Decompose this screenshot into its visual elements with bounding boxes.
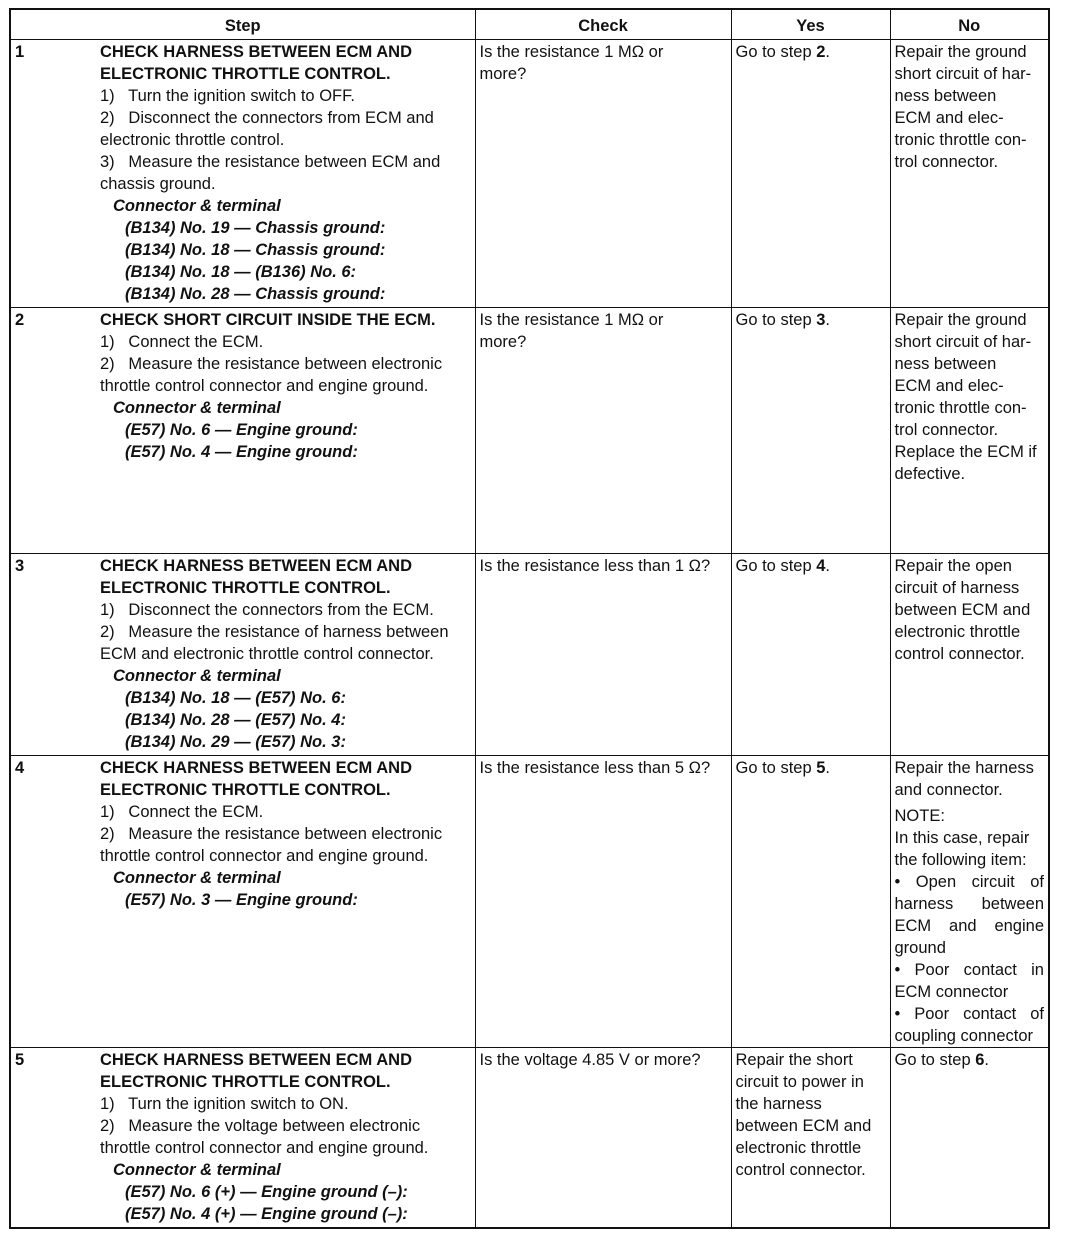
yes-suffix: . bbox=[825, 759, 830, 777]
step-number: 4 bbox=[15, 759, 25, 777]
check-text: Is the resistance less than 1 Ω? bbox=[479, 557, 711, 575]
no-text: ECM and elec- bbox=[894, 109, 1004, 127]
yes-text: the harness bbox=[735, 1095, 822, 1113]
table-row bbox=[10, 40, 1049, 308]
check-text: Is the resistance 1 MΩ or bbox=[479, 311, 664, 329]
yes-text: Go to step bbox=[735, 311, 817, 329]
terminal-spec: (B134) No. 18 — (E57) No. 6: bbox=[125, 689, 346, 707]
yes-cell bbox=[731, 308, 890, 554]
instruction-line: 1) Turn the ignition switch to OFF. bbox=[100, 87, 355, 105]
connector-terminal-label: Connector & terminal bbox=[113, 869, 281, 887]
instruction-line: 2) Measure the resistance of harness between bbox=[100, 623, 449, 641]
no-text: Repair the open bbox=[894, 557, 1012, 575]
check-text: Is the resistance less than 5 Ω? bbox=[479, 759, 711, 777]
no-text: ness between bbox=[894, 87, 997, 105]
yes-step-link: 5 bbox=[816, 759, 826, 777]
step-cell bbox=[10, 1048, 475, 1228]
header-yes: Yes bbox=[731, 9, 890, 40]
yes-cell bbox=[731, 40, 890, 308]
step-title: ELECTRONIC THROTTLE CONTROL. bbox=[100, 65, 391, 83]
step-title: ELECTRONIC THROTTLE CONTROL. bbox=[100, 579, 391, 597]
terminal-spec: (E57) No. 3 — Engine ground: bbox=[125, 891, 358, 909]
no-cell bbox=[890, 756, 1049, 1048]
header-no: No bbox=[890, 9, 1049, 40]
no-text: ECM and elec- bbox=[894, 377, 1004, 395]
no-text: Go to step bbox=[894, 1051, 976, 1069]
instruction-line: 1) Turn the ignition switch to ON. bbox=[100, 1095, 349, 1113]
note-label: NOTE: bbox=[894, 807, 945, 825]
instruction-line: throttle control connector and engine ground. bbox=[100, 847, 429, 865]
bullet-item: • Open circuit of harness between ECM and engine ground bbox=[894, 873, 1044, 957]
check-cell bbox=[475, 756, 731, 1048]
terminal-spec: (E57) No. 6 — Engine ground: bbox=[125, 421, 358, 439]
instruction-line: throttle control connector and engine ground. bbox=[100, 1139, 429, 1157]
check-cell bbox=[475, 40, 731, 308]
bullet-item: • Poor contact in ECM connector bbox=[894, 961, 1044, 1001]
instruction-line: 2) Measure the voltage between electronic bbox=[100, 1117, 421, 1135]
instruction-line: 1) Connect the ECM. bbox=[100, 333, 264, 351]
no-text: short circuit of har- bbox=[894, 65, 1032, 83]
table-row bbox=[10, 308, 1049, 554]
yes-step-link: 3 bbox=[816, 311, 826, 329]
no-text: and connector. bbox=[894, 781, 1003, 799]
yes-cell bbox=[731, 554, 890, 756]
instruction-line: ECM and electronic throttle control connector. bbox=[100, 645, 434, 663]
connector-terminal-label: Connector & terminal bbox=[113, 399, 281, 417]
terminal-spec: (B134) No. 18 — (B136) No. 6: bbox=[125, 263, 357, 281]
step-title: CHECK HARNESS BETWEEN ECM AND bbox=[100, 557, 412, 575]
no-text: tronic throttle con- bbox=[894, 131, 1027, 149]
no-text: control connector. bbox=[894, 645, 1025, 663]
no-text: short circuit of har- bbox=[894, 333, 1032, 351]
no-text: between ECM and bbox=[894, 601, 1031, 619]
check-text: Is the voltage 4.85 V or more? bbox=[479, 1051, 701, 1069]
step-number: 2 bbox=[15, 311, 25, 329]
step-title: CHECK SHORT CIRCUIT INSIDE THE ECM. bbox=[100, 311, 436, 329]
yes-text: circuit to power in bbox=[735, 1073, 864, 1091]
step-number: 5 bbox=[15, 1051, 25, 1069]
step-cell bbox=[10, 756, 475, 1048]
terminal-spec: (B134) No. 18 — Chassis ground: bbox=[125, 241, 386, 259]
instruction-line: 2) Measure the resistance between electronic bbox=[100, 825, 443, 843]
check-cell bbox=[475, 554, 731, 756]
instruction-line: 1) Disconnect the connectors from the ECM. bbox=[100, 601, 434, 619]
diagnostic-table-page bbox=[9, 8, 1048, 1229]
step-number: 3 bbox=[15, 557, 25, 575]
no-text: trol connector. bbox=[894, 421, 999, 439]
step-cell bbox=[10, 40, 475, 308]
yes-suffix: . bbox=[825, 311, 830, 329]
no-text: Replace the ECM if bbox=[894, 443, 1037, 461]
instruction-line: 2) Measure the resistance between electronic bbox=[100, 355, 443, 373]
instruction-line: chassis ground. bbox=[100, 175, 216, 193]
no-cell bbox=[890, 554, 1049, 756]
check-text: Is the resistance 1 MΩ or bbox=[479, 43, 664, 61]
terminal-spec: (E57) No. 6 (+) — Engine ground (–): bbox=[125, 1183, 408, 1201]
check-cell bbox=[475, 1048, 731, 1228]
no-cell bbox=[890, 1048, 1049, 1228]
check-text: more? bbox=[479, 65, 527, 83]
step-cell bbox=[10, 308, 475, 554]
yes-text: between ECM and bbox=[735, 1117, 872, 1135]
bullet-item: • Poor contact of coupling connector bbox=[894, 1005, 1044, 1045]
no-text: ness between bbox=[894, 355, 997, 373]
instruction-line: 2) Disconnect the connectors from ECM and bbox=[100, 109, 434, 127]
connector-terminal-label: Connector & terminal bbox=[113, 1161, 281, 1179]
table-row bbox=[10, 756, 1049, 1048]
step-title: CHECK HARNESS BETWEEN ECM AND bbox=[100, 43, 412, 61]
no-text: the following item: bbox=[894, 851, 1027, 869]
terminal-spec: (B134) No. 28 — (E57) No. 4: bbox=[125, 711, 346, 729]
instruction-line: 1) Connect the ECM. bbox=[100, 803, 264, 821]
terminal-spec: (B134) No. 19 — Chassis ground: bbox=[125, 219, 386, 237]
yes-suffix: . bbox=[825, 43, 830, 61]
no-text: circuit of harness bbox=[894, 579, 1020, 597]
yes-text: Go to step bbox=[735, 43, 817, 61]
terminal-spec: (B134) No. 29 — (E57) No. 3: bbox=[125, 733, 346, 751]
no-text: trol connector. bbox=[894, 153, 999, 171]
check-cell bbox=[475, 308, 731, 554]
yes-cell bbox=[731, 756, 890, 1048]
instruction-line: throttle control connector and engine ground. bbox=[100, 377, 429, 395]
no-step-link: 6 bbox=[975, 1051, 985, 1069]
instruction-line: electronic throttle control. bbox=[100, 131, 285, 149]
yes-text: Go to step bbox=[735, 557, 817, 575]
table-row bbox=[10, 1048, 1049, 1228]
step-title: CHECK HARNESS BETWEEN ECM AND bbox=[100, 759, 412, 777]
terminal-spec: (E57) No. 4 (+) — Engine ground (–): bbox=[125, 1205, 408, 1223]
connector-terminal-label: Connector & terminal bbox=[113, 197, 281, 215]
no-text: Repair the ground bbox=[894, 43, 1027, 61]
step-cell bbox=[10, 554, 475, 756]
header-check: Check bbox=[475, 9, 731, 40]
header-step: Step bbox=[10, 9, 475, 40]
yes-suffix: . bbox=[825, 557, 830, 575]
no-text: defective. bbox=[894, 465, 966, 483]
connector-terminal-label: Connector & terminal bbox=[113, 667, 281, 685]
no-text: tronic throttle con- bbox=[894, 399, 1027, 417]
no-text: electronic throttle bbox=[894, 623, 1021, 641]
instruction-line: 3) Measure the resistance between ECM and bbox=[100, 153, 441, 171]
step-title: CHECK HARNESS BETWEEN ECM AND bbox=[100, 1051, 412, 1069]
no-text: Repair the harness bbox=[894, 759, 1034, 777]
step-title: ELECTRONIC THROTTLE CONTROL. bbox=[100, 1073, 391, 1091]
diagnostic-procedure-table bbox=[9, 8, 1050, 1229]
terminal-spec: (B134) No. 28 — Chassis ground: bbox=[125, 285, 386, 303]
table-row bbox=[10, 554, 1049, 756]
no-cell bbox=[890, 40, 1049, 308]
yes-text: Go to step bbox=[735, 759, 817, 777]
table-header-row bbox=[10, 9, 1049, 40]
no-suffix: . bbox=[984, 1051, 989, 1069]
yes-text: electronic throttle bbox=[735, 1139, 862, 1157]
yes-text: control connector. bbox=[735, 1161, 866, 1179]
yes-text: Repair the short bbox=[735, 1051, 853, 1069]
terminal-spec: (E57) No. 4 — Engine ground: bbox=[125, 443, 358, 461]
yes-cell bbox=[731, 1048, 890, 1228]
no-text: Repair the ground bbox=[894, 311, 1027, 329]
check-text: more? bbox=[479, 333, 527, 351]
step-title: ELECTRONIC THROTTLE CONTROL. bbox=[100, 781, 391, 799]
yes-step-link: 2 bbox=[816, 43, 826, 61]
step-number: 1 bbox=[15, 43, 25, 61]
no-text: In this case, repair bbox=[894, 829, 1030, 847]
no-cell bbox=[890, 308, 1049, 554]
yes-step-link: 4 bbox=[816, 557, 826, 575]
